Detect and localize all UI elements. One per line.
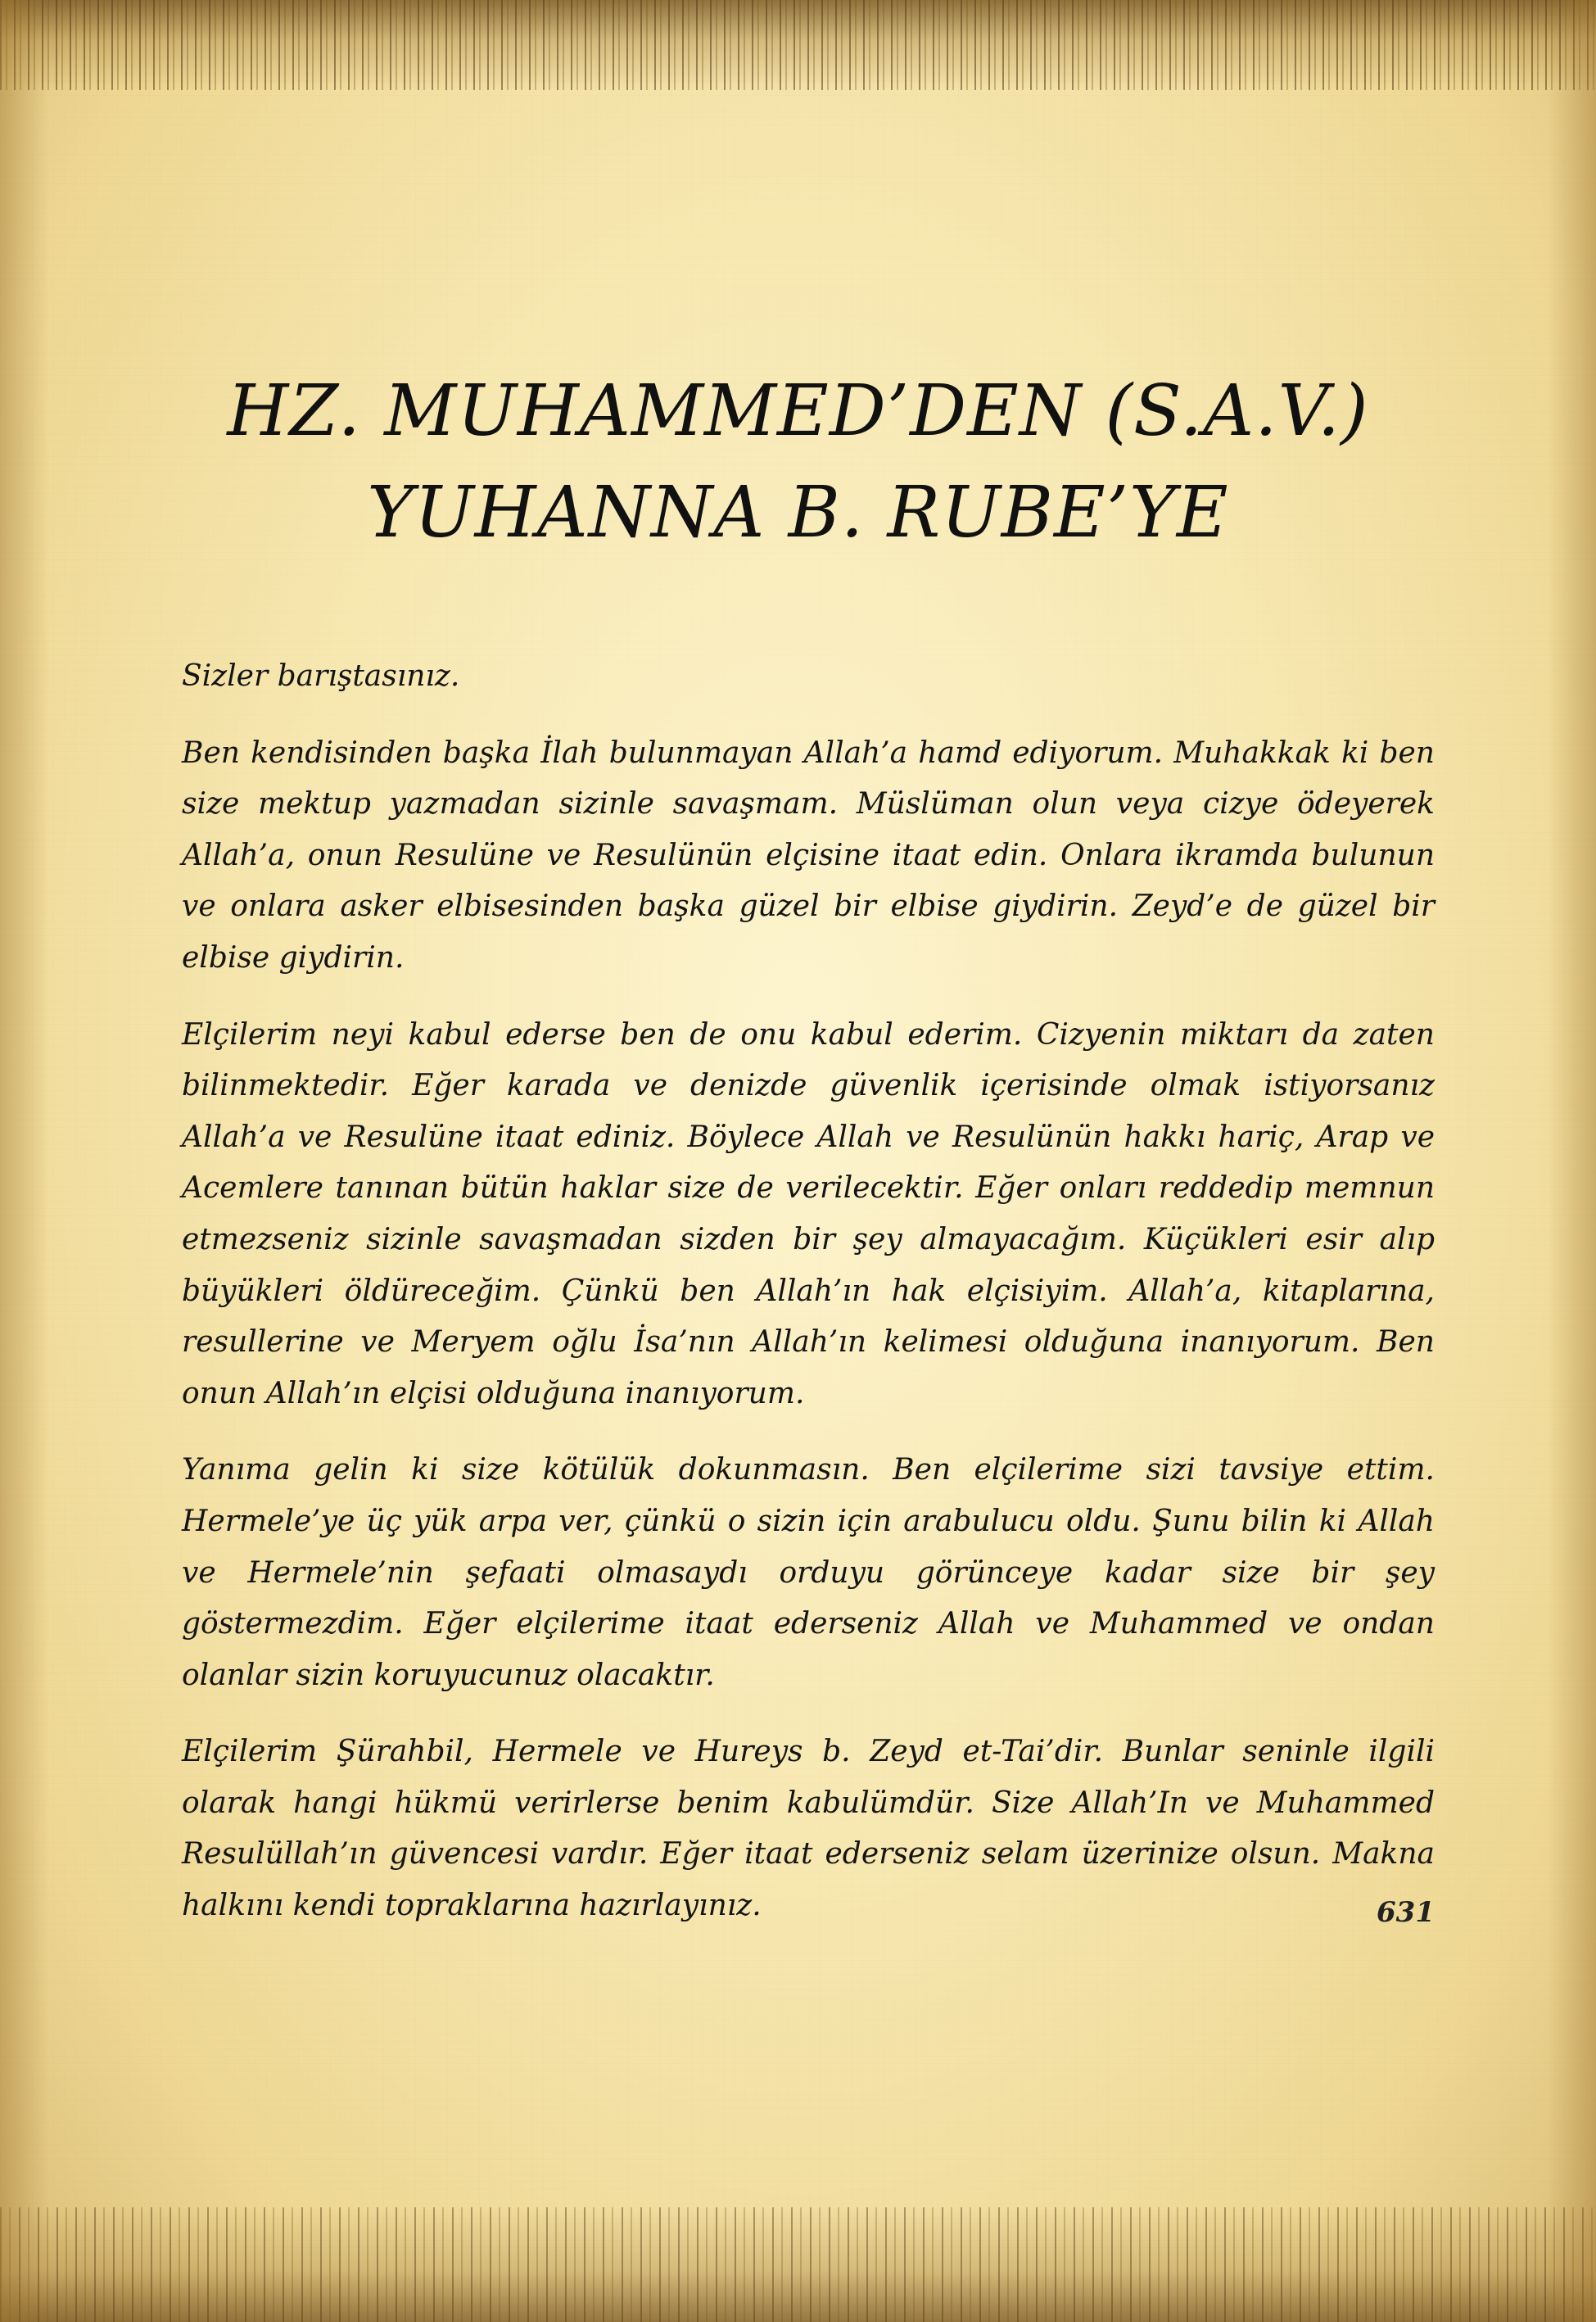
paper-edge-top (0, 0, 1596, 90)
paragraph-2: Ben kendisinden başka İlah bulunmayan Allah’a hamd ediyorum. Muhakkak ki ben size mektup yazmadan sizinle savaşmam. Müslüman olun veya cizye ödeyerek Allah’a, onun Resulüne ve Resulünün elçisine itaat edin. Onlara ikramda bulunun ve onlara asker elbisesinden başka güzel bir elbise giydirin. Zeyd’e de güzel bir elbise giydirin. (182, 736, 1435, 975)
paragraph-5: Elçilerim Şürahbil, Hermele ve Hureys b. Zeyd et-Tai’dir. Bunlar seninle ilgili olarak hangi hükmü verirlerse benim kabulümdür. Size Allah’In ve Muhammed Resulüllah’ın güvencesi vardır. Eğer itaat ederseniz selam üzerinize olsun. Makna halkını kendi topraklarına hazırlayınız. (182, 1735, 1435, 1923)
title-line-1: HZ. MUHAMMED’DEN (S.A.V.) (227, 370, 1369, 452)
paper-edge-right (1547, 0, 1596, 2322)
paper-edge-bottom (0, 2207, 1596, 2322)
page-number: 631 (1377, 1896, 1435, 1929)
paragraph-3: Elçilerim neyi kabul ederse ben de onu kabul ederim. Cizyenin miktarı da zaten bilinmektedir. Eğer karada ve denizde güvenlik içerisinde olmak istiyorsanız Allah’a ve Resulüne itaat ediniz. Böylece Allah ve Resulünün hakkı hariç, Arap ve Acemlere tanınan bütün haklar size de verilecektir. Eğer onları reddedip memnun etmezseniz sizinle savaşmadan sizden bir şey almayacağım. Küçükleri esir alıp büyükleri öldüreceğim. Çünkü ben Allah’ın hak elçisiyim. Allah’a, kitaplarına, resullerine ve Meryem oğlu İsa’nın Allah’ın kelimesi olduğuna inanıyorum. Ben onun Allah’ın elçisi olduğuna inanıyorum. (182, 1017, 1435, 1410)
paper-edge-left (0, 0, 49, 2322)
title-line-2: YUHANNA B. RUBE’YE (367, 472, 1229, 554)
paragraph-1: Sizler barıştasınız. (182, 659, 460, 693)
letter-body (182, 651, 1435, 1958)
paragraph-4: Yanıma gelin ki size kötülük dokunmasın. Ben elçilerime sizi tavsiye ettim. Hermele’ye üç yük arpa ver, çünkü o sizin için arabulucu oldu. Şunu bilin ki Allah ve Hermele’nin şefaati olmasaydı orduyu görünceye kadar size bir şey göstermezdim. Eğer elçilerime itaat ederseniz Allah ve Muhammed ve ondan olanlar sizin koruyucunuz olacaktır. (182, 1453, 1435, 1692)
page-title (164, 360, 1432, 564)
